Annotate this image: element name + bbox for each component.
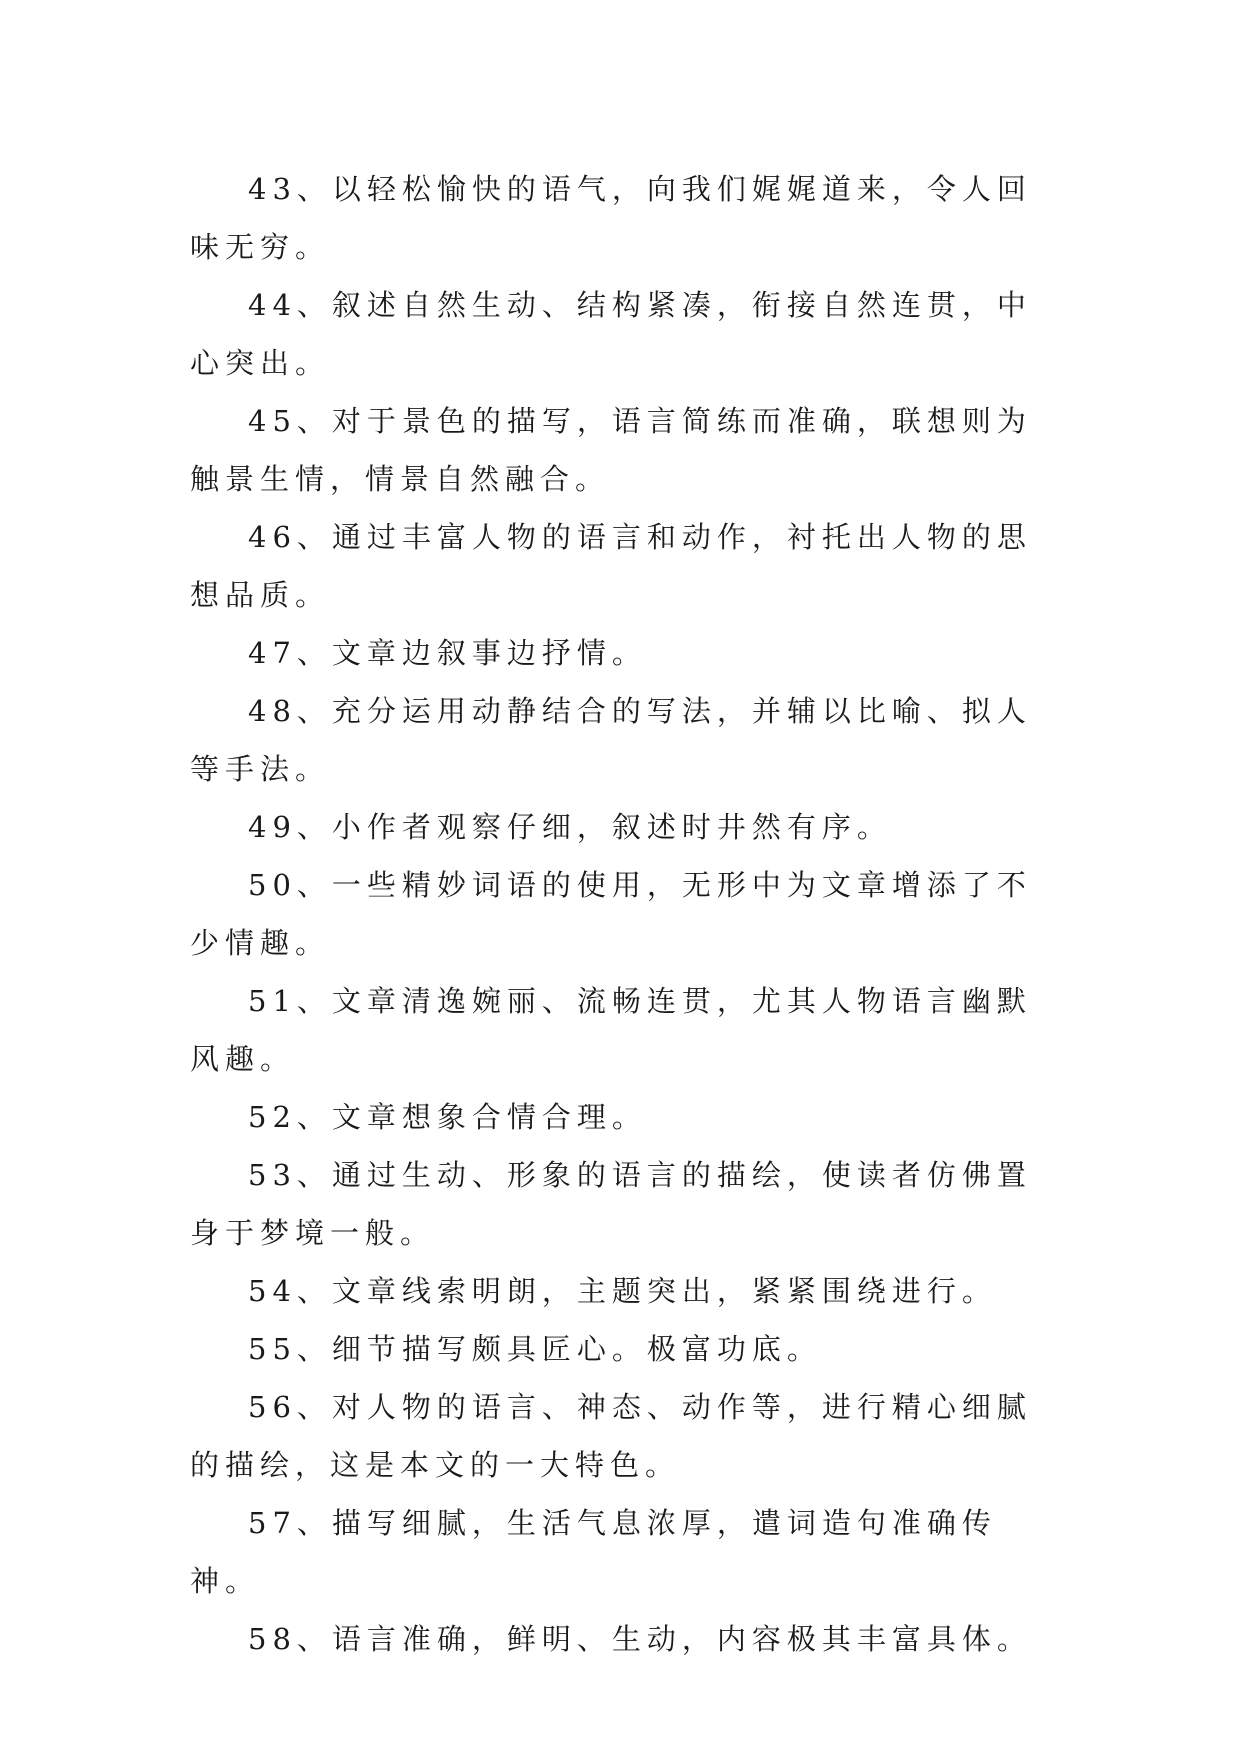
- paragraph-58: 58、语言准确，鲜明、生动，内容极其丰富具体。: [248, 1622, 1032, 1656]
- paragraph-50: 50、一些精妙词语的使用，无形中为文章增添了不少情趣。: [190, 868, 1032, 960]
- paragraph-45: 45、对于景色的描写，语言简练而准确，联想则为触景生情，情景自然融合。: [190, 404, 1032, 496]
- paragraph-46: 46、通过丰富人物的语言和动作，衬托出人物的思想品质。: [190, 520, 1032, 612]
- paragraph-53: 53、通过生动、形象的语言的描绘，使读者仿佛置身于梦境一般。: [190, 1158, 1032, 1250]
- paragraph-43: 43、以轻松愉快的语气，向我们娓娓道来，令人回味无穷。: [190, 172, 1032, 264]
- paragraph-44: 44、叙述自然生动、结构紧凑，衔接自然连贯，中心突出。: [190, 288, 1032, 380]
- paragraph-57: 57、描写细腻，生活气息浓厚，遣词造句准确传神。: [190, 1506, 997, 1598]
- paragraph-47: 47、文章边叙事边抒情。: [248, 636, 647, 670]
- paragraph-48: 48、充分运用动静结合的写法，并辅以比喻、拟人等手法。: [190, 694, 1032, 786]
- paragraph-55: 55、细节描写颇具匠心。极富功底。: [248, 1332, 822, 1366]
- comment-list: [190, 160, 1060, 1668]
- paragraph-56: 56、对人物的语言、神态、动作等，进行精心细腻的描绘，这是本文的一大特色。: [190, 1390, 1032, 1482]
- paragraph-54: 54、文章线索明朗，主题突出，紧紧围绕进行。: [248, 1274, 997, 1308]
- paragraph-51: 51、文章清逸婉丽、流畅连贯，尤其人物语言幽默风趣。: [190, 984, 1032, 1076]
- paragraph-52: 52、文章想象合情合理。: [248, 1100, 647, 1134]
- paragraph-49: 49、小作者观察仔细，叙述时井然有序。: [248, 810, 892, 844]
